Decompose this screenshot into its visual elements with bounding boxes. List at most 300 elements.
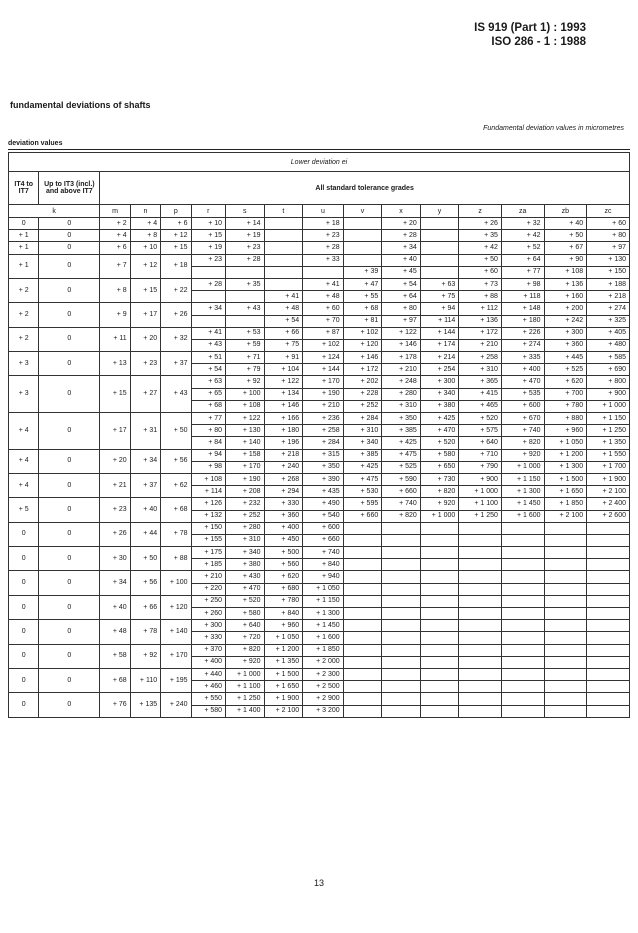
zb-cell xyxy=(544,534,587,546)
s-cell: + 430 xyxy=(226,571,265,583)
k-it3-cell: 0 xyxy=(39,644,100,668)
m-cell: + 40 xyxy=(100,595,130,619)
header-it4-it7: IT4 to IT7 xyxy=(9,172,39,205)
zc-cell: + 1 150 xyxy=(587,413,630,425)
y-cell: + 580 xyxy=(420,449,459,461)
deviation-values-label: deviation values xyxy=(8,140,63,147)
zb-cell: + 67 xyxy=(544,242,587,254)
u-cell: + 1 150 xyxy=(303,595,344,607)
k-it4-it7-cell: + 4 xyxy=(9,473,39,497)
y-cell: + 520 xyxy=(420,437,459,449)
u-cell: + 18 xyxy=(303,218,344,230)
p-cell: + 32 xyxy=(161,327,191,351)
v-cell: + 146 xyxy=(343,352,382,364)
r-cell xyxy=(191,291,225,303)
zc-cell: + 325 xyxy=(587,315,630,327)
table-body xyxy=(9,218,630,718)
zc-cell: + 218 xyxy=(587,291,630,303)
u-cell: + 3 200 xyxy=(303,705,344,717)
z-cell: + 790 xyxy=(459,461,502,473)
y-cell: + 650 xyxy=(420,461,459,473)
m-cell: + 21 xyxy=(100,473,130,497)
u-cell: + 2 500 xyxy=(303,681,344,693)
table-row xyxy=(9,473,630,485)
r-cell: + 80 xyxy=(191,425,225,437)
y-cell: + 254 xyxy=(420,364,459,376)
x-cell xyxy=(382,620,421,632)
header-up-to-it3: Up to IT3 (incl.) and above IT7 xyxy=(39,172,100,205)
k-it4-it7-cell: 0 xyxy=(9,620,39,644)
u-cell: + 540 xyxy=(303,510,344,522)
zb-cell: + 880 xyxy=(544,413,587,425)
z-cell: + 136 xyxy=(459,315,502,327)
table-row xyxy=(9,218,630,230)
k-it4-it7-cell: + 1 xyxy=(9,254,39,278)
y-cell xyxy=(420,266,459,278)
s-cell: + 43 xyxy=(226,303,265,315)
col-header-s: s xyxy=(226,205,265,218)
v-cell: + 39 xyxy=(343,266,382,278)
r-cell: + 114 xyxy=(191,486,225,498)
s-cell: + 14 xyxy=(226,218,265,230)
r-cell xyxy=(191,266,225,278)
x-cell xyxy=(382,595,421,607)
v-cell: + 81 xyxy=(343,315,382,327)
col-header-p: p xyxy=(161,205,191,218)
m-cell: + 34 xyxy=(100,571,130,595)
u-cell: + 350 xyxy=(303,461,344,473)
x-cell: + 20 xyxy=(382,218,421,230)
k-it4-it7-cell: + 5 xyxy=(9,498,39,522)
r-cell: + 370 xyxy=(191,644,225,656)
k-it3-cell: 0 xyxy=(39,278,100,302)
z-cell xyxy=(459,693,502,705)
zc-cell xyxy=(587,632,630,644)
y-cell: + 300 xyxy=(420,376,459,388)
k-it4-it7-cell: + 4 xyxy=(9,449,39,473)
t-cell: + 218 xyxy=(264,449,303,461)
z-cell xyxy=(459,547,502,559)
k-it4-it7-cell: + 2 xyxy=(9,278,39,302)
table-row xyxy=(9,242,630,254)
table-row xyxy=(9,278,630,290)
z-cell xyxy=(459,608,502,620)
r-cell: + 150 xyxy=(191,522,225,534)
zb-cell xyxy=(544,656,587,668)
zb-cell: + 200 xyxy=(544,303,587,315)
z-cell: + 640 xyxy=(459,437,502,449)
m-cell: + 30 xyxy=(100,547,130,571)
table-row xyxy=(9,620,630,632)
col-header-z: z xyxy=(459,205,502,218)
zb-cell: + 108 xyxy=(544,266,587,278)
m-cell: + 26 xyxy=(100,522,130,546)
table-row xyxy=(9,327,630,339)
table-row xyxy=(9,547,630,559)
t-cell: + 1 650 xyxy=(264,681,303,693)
s-cell: + 820 xyxy=(226,644,265,656)
v-cell xyxy=(343,583,382,595)
r-cell: + 98 xyxy=(191,461,225,473)
zb-cell xyxy=(544,620,587,632)
s-cell: + 59 xyxy=(226,339,265,351)
zc-cell xyxy=(587,547,630,559)
y-cell xyxy=(420,644,459,656)
t-cell: + 500 xyxy=(264,547,303,559)
s-cell: + 108 xyxy=(226,400,265,412)
zc-cell xyxy=(587,522,630,534)
t-cell: + 2 100 xyxy=(264,705,303,717)
zc-cell xyxy=(587,644,630,656)
p-cell: + 56 xyxy=(161,449,191,473)
za-cell xyxy=(501,693,544,705)
r-cell: + 460 xyxy=(191,681,225,693)
zc-cell: + 150 xyxy=(587,266,630,278)
za-cell: + 820 xyxy=(501,437,544,449)
s-cell: + 232 xyxy=(226,498,265,510)
y-cell: + 214 xyxy=(420,352,459,364)
y-cell xyxy=(420,559,459,571)
t-cell: + 780 xyxy=(264,595,303,607)
v-cell xyxy=(343,571,382,583)
za-cell xyxy=(501,668,544,680)
zc-cell xyxy=(587,681,630,693)
z-cell xyxy=(459,534,502,546)
zc-cell: + 800 xyxy=(587,376,630,388)
col-header-zc: zc xyxy=(587,205,630,218)
col-header-k: k xyxy=(9,205,100,218)
m-cell: + 4 xyxy=(100,230,130,242)
m-cell: + 7 xyxy=(100,254,130,278)
n-cell: + 20 xyxy=(130,327,160,351)
k-it3-cell: 0 xyxy=(39,571,100,595)
v-cell xyxy=(343,559,382,571)
t-cell: + 1 200 xyxy=(264,644,303,656)
x-cell: + 590 xyxy=(382,473,421,485)
y-cell xyxy=(420,218,459,230)
zc-cell: + 1 000 xyxy=(587,400,630,412)
u-cell: + 740 xyxy=(303,547,344,559)
y-cell: + 425 xyxy=(420,413,459,425)
table-row xyxy=(9,254,630,266)
t-cell: + 560 xyxy=(264,559,303,571)
n-cell: + 31 xyxy=(130,413,160,450)
v-cell: + 172 xyxy=(343,364,382,376)
k-it3-cell: 0 xyxy=(39,230,100,242)
col-header-v: v xyxy=(343,205,382,218)
zb-cell: + 136 xyxy=(544,278,587,290)
divider xyxy=(8,149,630,150)
za-cell: + 42 xyxy=(501,230,544,242)
y-cell xyxy=(420,534,459,546)
t-cell: + 48 xyxy=(264,303,303,315)
s-cell: + 1 400 xyxy=(226,705,265,717)
s-cell: + 28 xyxy=(226,254,265,266)
zb-cell: + 1 050 xyxy=(544,437,587,449)
u-cell: + 315 xyxy=(303,449,344,461)
k-it3-cell: 0 xyxy=(39,449,100,473)
v-cell: + 284 xyxy=(343,413,382,425)
zb-cell xyxy=(544,595,587,607)
r-cell: + 77 xyxy=(191,413,225,425)
t-cell: + 268 xyxy=(264,473,303,485)
u-cell: + 170 xyxy=(303,376,344,388)
r-cell: + 260 xyxy=(191,608,225,620)
table-row xyxy=(9,230,630,242)
y-cell: + 470 xyxy=(420,425,459,437)
p-cell: + 100 xyxy=(161,571,191,595)
za-cell xyxy=(501,534,544,546)
p-cell: + 240 xyxy=(161,693,191,717)
x-cell xyxy=(382,583,421,595)
k-it3-cell: 0 xyxy=(39,620,100,644)
t-cell: + 122 xyxy=(264,376,303,388)
m-cell: + 76 xyxy=(100,693,130,717)
k-it4-it7-cell: 0 xyxy=(9,547,39,571)
zc-cell: + 480 xyxy=(587,339,630,351)
r-cell: + 19 xyxy=(191,242,225,254)
zb-cell: + 90 xyxy=(544,254,587,266)
zb-cell: + 960 xyxy=(544,425,587,437)
m-cell: + 9 xyxy=(100,303,130,327)
x-cell xyxy=(382,681,421,693)
zc-cell xyxy=(587,693,630,705)
k-it3-cell: 0 xyxy=(39,547,100,571)
zc-cell: + 690 xyxy=(587,364,630,376)
v-cell xyxy=(343,620,382,632)
za-cell: + 32 xyxy=(501,218,544,230)
za-cell xyxy=(501,632,544,644)
r-cell: + 28 xyxy=(191,278,225,290)
zc-cell xyxy=(587,534,630,546)
k-it3-cell: 0 xyxy=(39,352,100,376)
v-cell xyxy=(343,595,382,607)
s-cell: + 310 xyxy=(226,534,265,546)
table-row xyxy=(9,449,630,461)
s-cell: + 340 xyxy=(226,547,265,559)
x-cell: + 54 xyxy=(382,278,421,290)
k-it3-cell: 0 xyxy=(39,595,100,619)
v-cell: + 202 xyxy=(343,376,382,388)
za-cell: + 335 xyxy=(501,352,544,364)
za-cell: + 535 xyxy=(501,388,544,400)
zb-cell: + 445 xyxy=(544,352,587,364)
zc-cell xyxy=(587,559,630,571)
k-it3-cell: 0 xyxy=(39,254,100,278)
k-it3-cell: 0 xyxy=(39,413,100,450)
z-cell: + 1 100 xyxy=(459,498,502,510)
col-header-n: n xyxy=(130,205,160,218)
k-it3-cell: 0 xyxy=(39,218,100,230)
y-cell xyxy=(420,620,459,632)
r-cell: + 10 xyxy=(191,218,225,230)
k-it4-it7-cell: + 3 xyxy=(9,352,39,376)
t-cell: + 75 xyxy=(264,339,303,351)
u-cell: + 190 xyxy=(303,388,344,400)
y-cell xyxy=(420,705,459,717)
m-cell: + 15 xyxy=(100,376,130,413)
t-cell: + 91 xyxy=(264,352,303,364)
r-cell: + 185 xyxy=(191,559,225,571)
table-row xyxy=(9,595,630,607)
r-cell: + 132 xyxy=(191,510,225,522)
x-cell: + 385 xyxy=(382,425,421,437)
zb-cell: + 1 300 xyxy=(544,461,587,473)
za-cell xyxy=(501,656,544,668)
s-cell: + 19 xyxy=(226,230,265,242)
n-cell: + 8 xyxy=(130,230,160,242)
t-cell: + 360 xyxy=(264,510,303,522)
zc-cell: + 405 xyxy=(587,327,630,339)
n-cell: + 56 xyxy=(130,571,160,595)
u-cell: + 41 xyxy=(303,278,344,290)
x-cell: + 475 xyxy=(382,449,421,461)
v-cell xyxy=(343,547,382,559)
table-row xyxy=(9,413,630,425)
t-cell xyxy=(264,266,303,278)
x-cell: + 122 xyxy=(382,327,421,339)
k-it3-cell: 0 xyxy=(39,473,100,497)
p-cell: + 68 xyxy=(161,498,191,522)
za-cell xyxy=(501,608,544,620)
col-header-x: x xyxy=(382,205,421,218)
za-cell: + 400 xyxy=(501,364,544,376)
t-cell: + 1 050 xyxy=(264,632,303,644)
y-cell: + 63 xyxy=(420,278,459,290)
y-cell: + 75 xyxy=(420,291,459,303)
x-cell xyxy=(382,668,421,680)
t-cell: + 66 xyxy=(264,327,303,339)
col-header-zb: zb xyxy=(544,205,587,218)
zc-cell: + 274 xyxy=(587,303,630,315)
k-it4-it7-cell: + 1 xyxy=(9,230,39,242)
v-cell: + 340 xyxy=(343,437,382,449)
n-cell: + 17 xyxy=(130,303,160,327)
k-it3-cell: 0 xyxy=(39,522,100,546)
zc-cell: + 1 350 xyxy=(587,437,630,449)
t-cell: + 41 xyxy=(264,291,303,303)
za-cell: + 1 150 xyxy=(501,473,544,485)
u-cell: + 284 xyxy=(303,437,344,449)
x-cell: + 64 xyxy=(382,291,421,303)
u-cell: + 102 xyxy=(303,339,344,351)
zb-cell: + 160 xyxy=(544,291,587,303)
u-cell: + 48 xyxy=(303,291,344,303)
col-header-m: m xyxy=(100,205,130,218)
header-all-grades: All standard tolerance grades xyxy=(100,172,630,205)
table-row xyxy=(9,303,630,315)
v-cell xyxy=(343,608,382,620)
v-cell: + 68 xyxy=(343,303,382,315)
u-cell: + 1 450 xyxy=(303,620,344,632)
x-cell xyxy=(382,632,421,644)
t-cell: + 1 350 xyxy=(264,656,303,668)
table-row xyxy=(9,644,630,656)
x-cell: + 525 xyxy=(382,461,421,473)
k-it3-cell: 0 xyxy=(39,327,100,351)
y-cell xyxy=(420,681,459,693)
p-cell: + 50 xyxy=(161,413,191,450)
x-cell: + 425 xyxy=(382,437,421,449)
t-cell: + 1 500 xyxy=(264,668,303,680)
unit-note: Fundamental deviation values in micrometres xyxy=(483,125,624,132)
zc-cell xyxy=(587,583,630,595)
x-cell: + 97 xyxy=(382,315,421,327)
r-cell: + 41 xyxy=(191,327,225,339)
k-it4-it7-cell: 0 xyxy=(9,595,39,619)
x-cell xyxy=(382,534,421,546)
r-cell: + 23 xyxy=(191,254,225,266)
m-cell: + 20 xyxy=(100,449,130,473)
zc-cell: + 2 400 xyxy=(587,498,630,510)
n-cell: + 27 xyxy=(130,376,160,413)
z-cell xyxy=(459,571,502,583)
za-cell: + 600 xyxy=(501,400,544,412)
za-cell: + 180 xyxy=(501,315,544,327)
k-it4-it7-cell: + 2 xyxy=(9,327,39,351)
za-cell xyxy=(501,571,544,583)
p-cell: + 26 xyxy=(161,303,191,327)
r-cell: + 580 xyxy=(191,705,225,717)
zc-cell: + 900 xyxy=(587,388,630,400)
z-cell: + 520 xyxy=(459,413,502,425)
u-cell: + 840 xyxy=(303,559,344,571)
s-cell: + 1 100 xyxy=(226,681,265,693)
za-cell xyxy=(501,644,544,656)
m-cell: + 58 xyxy=(100,644,130,668)
k-it3-cell: 0 xyxy=(39,668,100,692)
r-cell: + 94 xyxy=(191,449,225,461)
z-cell: + 112 xyxy=(459,303,502,315)
za-cell: + 148 xyxy=(501,303,544,315)
zb-cell: + 300 xyxy=(544,327,587,339)
z-cell: + 710 xyxy=(459,449,502,461)
k-it4-it7-cell: 0 xyxy=(9,571,39,595)
u-cell: + 435 xyxy=(303,486,344,498)
x-cell: + 210 xyxy=(382,364,421,376)
r-cell: + 108 xyxy=(191,473,225,485)
za-cell: + 670 xyxy=(501,413,544,425)
m-cell: + 23 xyxy=(100,498,130,522)
zc-cell: + 1 250 xyxy=(587,425,630,437)
p-cell: + 43 xyxy=(161,376,191,413)
x-cell xyxy=(382,656,421,668)
zc-cell xyxy=(587,608,630,620)
table-row xyxy=(9,693,630,705)
zc-cell: + 130 xyxy=(587,254,630,266)
s-cell xyxy=(226,266,265,278)
v-cell xyxy=(343,644,382,656)
col-header-y: y xyxy=(420,205,459,218)
r-cell: + 126 xyxy=(191,498,225,510)
z-cell: + 42 xyxy=(459,242,502,254)
zb-cell xyxy=(544,583,587,595)
zc-cell: + 60 xyxy=(587,218,630,230)
x-cell xyxy=(382,644,421,656)
s-cell xyxy=(226,291,265,303)
r-cell: + 43 xyxy=(191,339,225,351)
zc-cell xyxy=(587,705,630,717)
m-cell: + 68 xyxy=(100,668,130,692)
z-cell xyxy=(459,522,502,534)
za-cell: + 1 450 xyxy=(501,498,544,510)
p-cell: + 170 xyxy=(161,644,191,668)
x-cell: + 740 xyxy=(382,498,421,510)
za-cell: + 98 xyxy=(501,278,544,290)
x-cell: + 660 xyxy=(382,486,421,498)
y-cell xyxy=(420,583,459,595)
t-cell: + 54 xyxy=(264,315,303,327)
